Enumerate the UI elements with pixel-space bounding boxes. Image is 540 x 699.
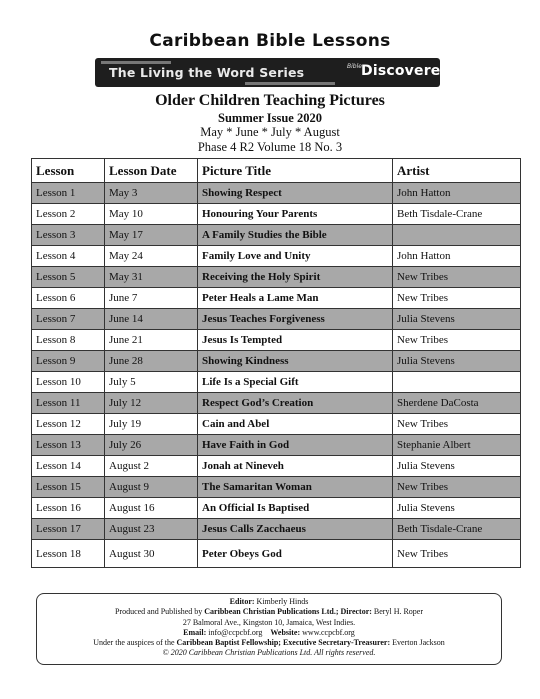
artist-cell: Julia Stevens (393, 309, 521, 330)
publisher-footer (36, 593, 502, 665)
artist-cell: Julia Stevens (393, 456, 521, 477)
artist-cell: John Hatton (393, 246, 521, 267)
table-row (32, 498, 521, 519)
lesson-cell: Lesson 10 (32, 372, 105, 393)
page-title: Caribbean Bible Lessons (149, 31, 391, 51)
date-cell: August 30 (105, 540, 198, 568)
publisher-name: Caribbean Christian Publications Ltd.; (204, 607, 339, 617)
email-label: Email: (183, 627, 207, 637)
footer-auspices-line (37, 638, 501, 648)
artist-cell: New Tribes (393, 477, 521, 498)
picture-title-cell: Jesus Calls Zacchaeus (198, 519, 393, 540)
email-address[interactable]: info@ccpcbf.org (208, 627, 263, 637)
footer-publisher-line (37, 607, 501, 617)
picture-title-cell: The Samaritan Woman (198, 477, 393, 498)
lesson-cell: Lesson 13 (32, 435, 105, 456)
table-row (32, 477, 521, 498)
column-header-title: Picture Title (198, 159, 393, 183)
picture-title-cell: Respect God’s Creation (198, 393, 393, 414)
issue-name: Summer Issue 2020 (218, 111, 322, 125)
date-cell: May 31 (105, 267, 198, 288)
director-label: Director: (340, 607, 372, 617)
banner-brush-stroke (245, 82, 335, 85)
table-row (32, 456, 521, 477)
lesson-cell: Lesson 1 (32, 183, 105, 204)
banner-brush-stroke (101, 61, 171, 64)
lesson-cell: Lesson 14 (32, 456, 105, 477)
picture-title-cell: Peter Heals a Lame Man (198, 288, 393, 309)
footer-address: 27 Balmoral Ave., Kingston 10, Jamaica, West Indies. (182, 617, 356, 627)
picture-title-cell: Receiving the Holy Spirit (198, 267, 393, 288)
picture-title-cell: Jonah at Nineveh (198, 456, 393, 477)
artist-cell: John Hatton (393, 183, 521, 204)
picture-title-cell: Life Is a Special Gift (198, 372, 393, 393)
artist-cell: New Tribes (393, 288, 521, 309)
date-cell: June 14 (105, 309, 198, 330)
column-header-date: Lesson Date (105, 159, 198, 183)
footer-editor-line (37, 597, 501, 607)
auspices-prefix: Under the auspices of the (93, 638, 175, 648)
date-cell: June 28 (105, 351, 198, 372)
artist-cell: New Tribes (393, 330, 521, 351)
banner-series-name: The Living the Word Series (109, 65, 305, 80)
series-banner (95, 58, 457, 87)
copyright-notice: © 2020 Caribbean Christian Publications Ltd. All rights reserved. (162, 648, 376, 658)
website-label: Website: (270, 627, 301, 637)
table-row (32, 204, 521, 225)
secretary-name: Everton Jackson (392, 638, 445, 648)
picture-title-cell: Have Faith in God (198, 435, 393, 456)
table-row (32, 519, 521, 540)
lessons-table (31, 158, 521, 568)
artist-cell: New Tribes (393, 267, 521, 288)
document-subtitle: Older Children Teaching Pictures (155, 92, 385, 109)
footer-contact-line (37, 628, 501, 638)
table-row (32, 330, 521, 351)
date-cell: May 17 (105, 225, 198, 246)
lesson-cell: Lesson 9 (32, 351, 105, 372)
date-cell: May 3 (105, 183, 198, 204)
lesson-cell: Lesson 3 (32, 225, 105, 246)
table-row (32, 351, 521, 372)
artist-cell: Beth Tisdale-Crane (393, 204, 521, 225)
picture-title-cell: Peter Obeys God (198, 540, 393, 568)
picture-title-cell: Showing Kindness (198, 351, 393, 372)
date-cell: May 24 (105, 246, 198, 267)
picture-title-cell: Showing Respect (198, 183, 393, 204)
produced-prefix: Produced and Published by (114, 607, 203, 617)
picture-title-cell: An Official Is Baptised (198, 498, 393, 519)
artist-cell (393, 225, 521, 246)
artist-cell: New Tribes (393, 540, 521, 568)
lesson-cell: Lesson 11 (32, 393, 105, 414)
date-cell: June 7 (105, 288, 198, 309)
artist-cell (393, 372, 521, 393)
date-cell: July 19 (105, 414, 198, 435)
artist-cell: Stephanie Albert (393, 435, 521, 456)
table-row (32, 288, 521, 309)
picture-title-cell: Honouring Your Parents (198, 204, 393, 225)
issue-phase: Phase 4 R2 Volume 18 No. 3 (197, 140, 343, 154)
table-row (32, 183, 521, 204)
date-cell: July 5 (105, 372, 198, 393)
picture-title-cell: Jesus Teaches Forgiveness (198, 309, 393, 330)
table-row (32, 414, 521, 435)
date-cell: August 2 (105, 456, 198, 477)
date-cell: August 23 (105, 519, 198, 540)
lesson-cell: Lesson 2 (32, 204, 105, 225)
date-cell: July 12 (105, 393, 198, 414)
artist-cell: Julia Stevens (393, 498, 521, 519)
table-row (32, 540, 521, 568)
picture-title-cell: Cain and Abel (198, 414, 393, 435)
table-row (32, 393, 521, 414)
table-row (32, 225, 521, 246)
lesson-cell: Lesson 16 (32, 498, 105, 519)
table-row (32, 435, 521, 456)
banner-bible-label: Bible (347, 63, 362, 70)
artist-cell: Julia Stevens (393, 351, 521, 372)
lesson-cell: Lesson 6 (32, 288, 105, 309)
editor-name: Kimberly Hinds (256, 597, 309, 606)
lesson-cell: Lesson 18 (32, 540, 105, 568)
lesson-cell: Lesson 5 (32, 267, 105, 288)
date-cell: May 10 (105, 204, 198, 225)
table-row (32, 267, 521, 288)
artist-cell: New Tribes (393, 414, 521, 435)
issue-months: May * June * July * August (200, 125, 340, 139)
lesson-cell: Lesson 8 (32, 330, 105, 351)
date-cell: July 26 (105, 435, 198, 456)
date-cell: June 21 (105, 330, 198, 351)
table-header-row (32, 159, 521, 183)
table-row (32, 372, 521, 393)
date-cell: August 16 (105, 498, 198, 519)
table-row (32, 246, 521, 267)
banner-discoverers-logo: Discoverers (361, 63, 457, 79)
fellowship-name: Caribbean Baptist Fellowship; Executive Secretary-Treasurer: (176, 638, 391, 648)
column-header-artist: Artist (393, 159, 521, 183)
lesson-cell: Lesson 4 (32, 246, 105, 267)
lesson-cell: Lesson 17 (32, 519, 105, 540)
director-name: Beryl H. Roper (373, 607, 424, 617)
picture-title-cell: Jesus Is Tempted (198, 330, 393, 351)
lesson-cell: Lesson 12 (32, 414, 105, 435)
artist-cell: Beth Tisdale-Crane (393, 519, 521, 540)
editor-label: Editor: (229, 597, 255, 606)
lesson-cell: Lesson 15 (32, 477, 105, 498)
date-cell: August 9 (105, 477, 198, 498)
website-link[interactable]: www.ccpcbf.org (302, 627, 355, 637)
column-header-lesson: Lesson (32, 159, 105, 183)
lesson-cell: Lesson 7 (32, 309, 105, 330)
picture-title-cell: Family Love and Unity (198, 246, 393, 267)
picture-title-cell: A Family Studies the Bible (198, 225, 393, 246)
artist-cell: Sherdene DaCosta (393, 393, 521, 414)
table-row (32, 309, 521, 330)
